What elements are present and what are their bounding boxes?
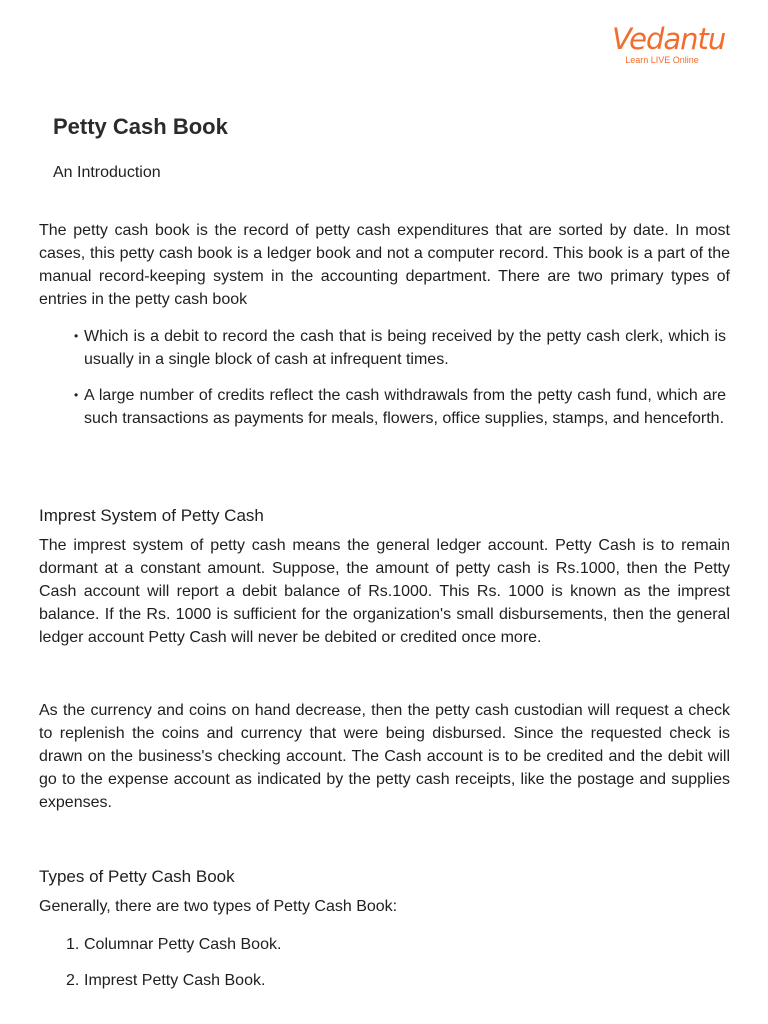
- list-item: [74, 325, 726, 371]
- page-title: Petty Cash Book: [53, 114, 228, 139]
- list-item-text: Which is a debit to record the cash that is being received by the petty cash clerk, which is usually in a single block of cash at infrequent times.: [84, 328, 726, 368]
- types-list: [66, 933, 281, 992]
- types-intro: Generally, there are two types of Petty Cash Book:: [39, 898, 398, 915]
- list-item-text: Columnar Petty Cash Book.: [84, 936, 282, 953]
- list-item: [66, 969, 281, 992]
- list-item: [74, 384, 726, 430]
- types-heading: Types of Petty Cash Book: [39, 867, 235, 886]
- list-item-text: Imprest Petty Cash Book.: [84, 972, 266, 989]
- intro-heading: An Introduction: [53, 164, 161, 181]
- imprest-paragraph-2: As the currency and coins on hand decrease, then the petty cash custodian will request a check to replenish the coins and currency that were being disbursed. Since the requested check is drawn on the business's checking account. The Cash account is to be credited and the debit will go to the expense account as indicated by the petty cash receipts, like the postage and supplies expenses.: [39, 702, 730, 811]
- list-item: [66, 933, 281, 956]
- logo-tagline: Learn LIVE Online: [625, 55, 699, 65]
- intro-paragraph: The petty cash book is the record of petty cash expenditures that are sorted by date. In most cases, this petty cash book is a ledger book and not a computer record. This book is a part of the manual record-keeping system in the accounting department. There are two primary types of entries in the petty cash book: [39, 222, 730, 308]
- vedantu-logo: [612, 22, 726, 66]
- imprest-heading: Imprest System of Petty Cash: [39, 506, 264, 525]
- logo-wordmark: Vedantu: [612, 22, 726, 56]
- bullet-icon: •: [74, 329, 79, 343]
- list-item-text: A large number of credits reflect the cash withdrawals from the petty cash fund, which are such transactions as payments for meals, flowers, office supplies, stamps, and henceforth.: [84, 387, 726, 427]
- list-number: 1.: [66, 936, 80, 953]
- entry-types-list: [74, 325, 726, 430]
- list-number: 2.: [66, 972, 80, 989]
- imprest-paragraph-1: The imprest system of petty cash means the general ledger account. Petty Cash is to remain dormant at a constant amount. Suppose, the amount of petty cash is Rs.1000, then the Petty Cash account will report a debit balance of Rs.1000. This Rs. 1000 is known as the imprest balance. If the Rs. 1000 is sufficient for the organization's small disbursements, then the general ledger account Petty Cash will never be debited or credited once more.: [39, 537, 730, 646]
- bullet-icon: •: [74, 388, 79, 402]
